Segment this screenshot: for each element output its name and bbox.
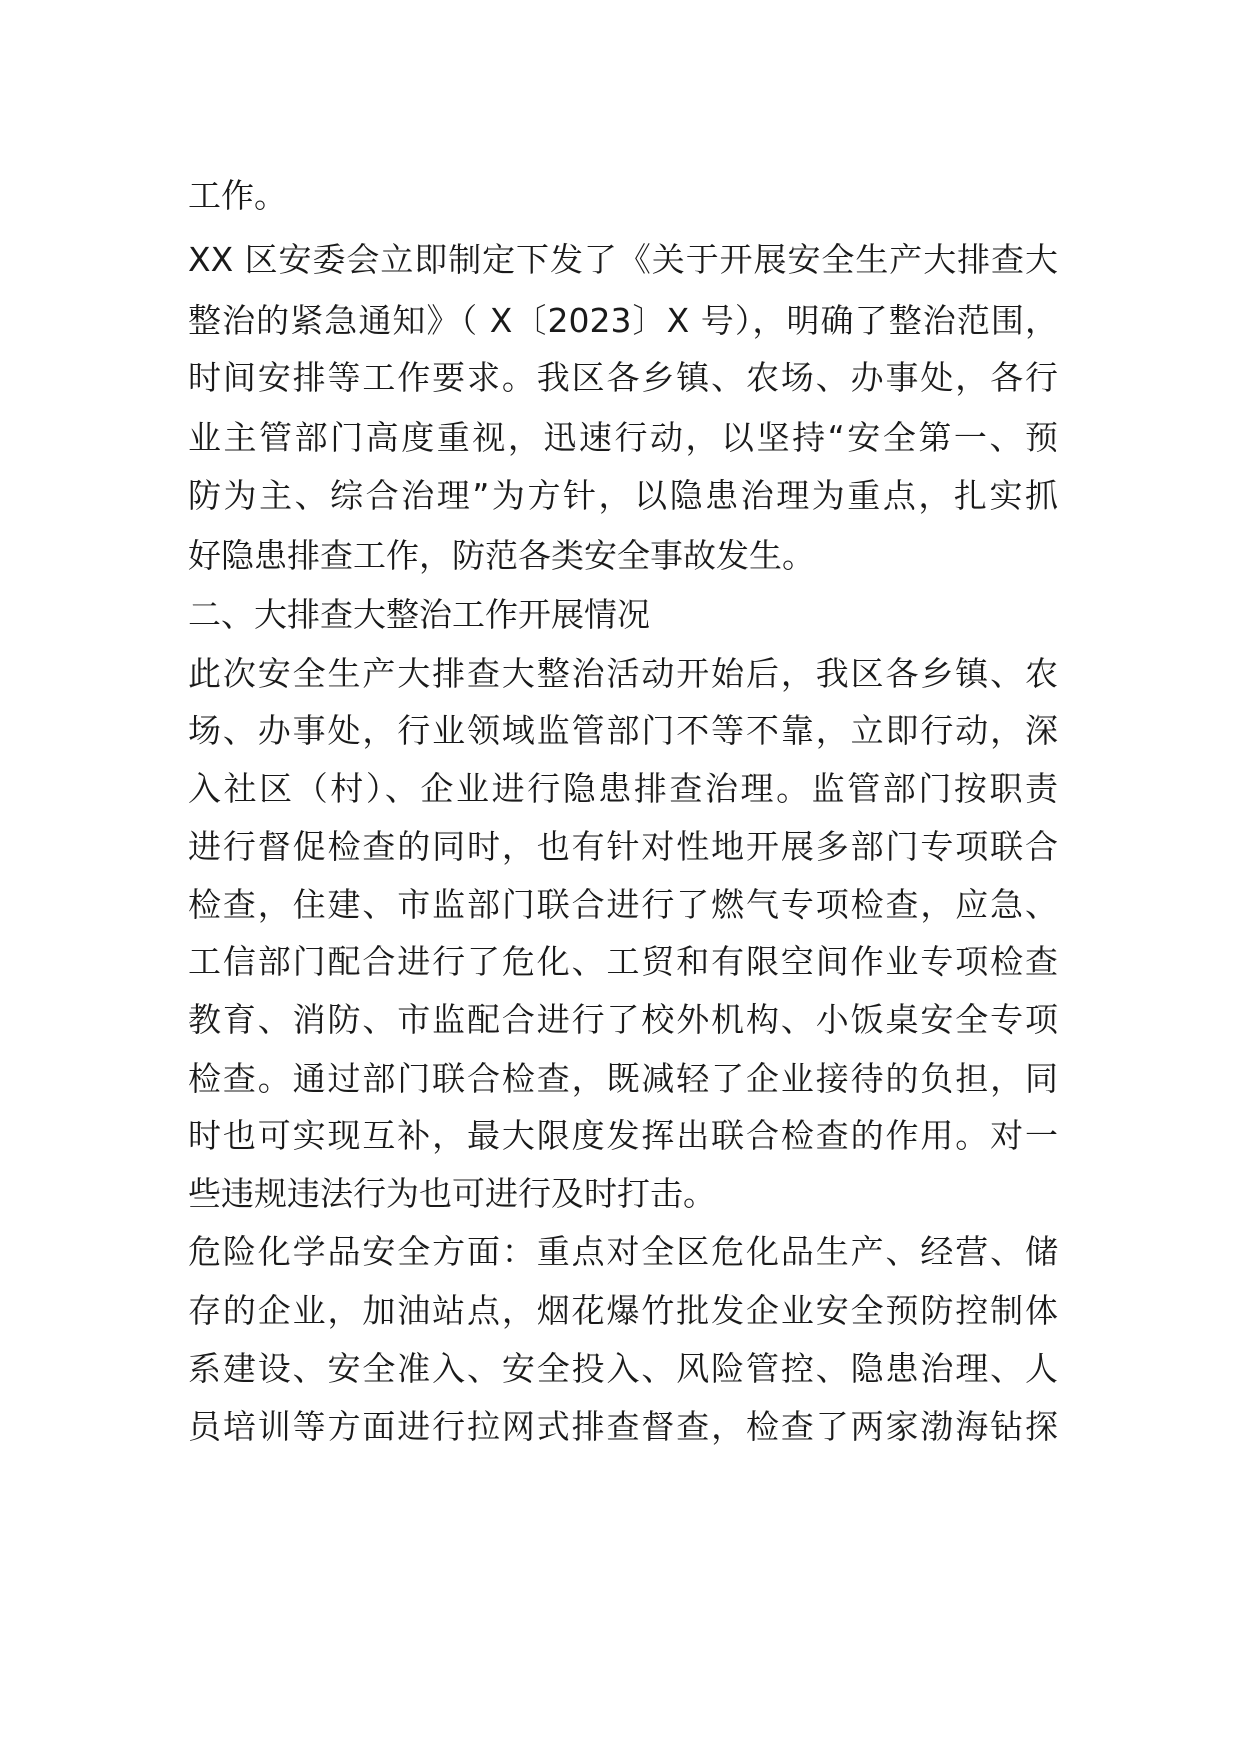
text-line-18: 些违规违法行为也可进行及时打击。 [188, 1174, 716, 1213]
text-line-16: 检查。通过部门联合检查，既减轻了企业接待的负担，同 [188, 1059, 1058, 1098]
text-line-21: 系建设、安全准入、安全投入、风险管控、隐患治理、人 [188, 1349, 1058, 1388]
text-line-4: 时间安排等工作要求。我区各乡镇、农场、办事处，各行 [188, 358, 1058, 397]
text-line-22: 员培训等方面进行拉网式排查督查，检查了两家渤海钻探 [188, 1407, 1058, 1446]
text-line-6: 防为主、综合治理”为方针，以隐患治理为重点，扎实抓 [188, 476, 1058, 515]
text-line-2: XX 区安委会立即制定下发了《关于开展安全生产大排查大 [188, 240, 1058, 279]
text-line-1: 工作。 [188, 176, 287, 215]
text-line-20: 存的企业，加油站点，烟花爆竹批发企业安全预防控制体 [188, 1291, 1058, 1330]
text-line-15: 教育、消防、市监配合进行了校外机构、小饭桌安全专项 [188, 1000, 1058, 1039]
text-line-7: 好隐患排查工作，防范各类安全事故发生。 [188, 536, 815, 575]
text-line-12: 进行督促检查的同时，也有针对性地开展多部门专项联合 [188, 827, 1058, 866]
text-line-19: 危险化学品安全方面：重点对全区危化品生产、经营、储 [188, 1232, 1058, 1271]
text-line-17: 时也可实现互补，最大限度发挥出联合检查的作用。对一 [188, 1116, 1058, 1155]
text-line-14: 工信部门配合进行了危化、工贸和有限空间作业专项检查 [188, 942, 1058, 981]
text-line-3: 整治的紧急通知》（ X〔2023〕X 号），明确了整治范围， [188, 301, 1058, 340]
section-heading: 二、大排查大整治工作开展情况 [188, 595, 650, 634]
text-line-13: 检查，住建、市监部门联合进行了燃气专项检查，应急、 [188, 885, 1058, 924]
text-line-11: 入社区（村）、企业进行隐患排查治理。监管部门按职责 [188, 769, 1058, 808]
text-line-9: 此次安全生产大排查大整治活动开始后，我区各乡镇、农 [188, 654, 1058, 693]
text-line-5: 业主管部门高度重视，迅速行动，以坚持“安全第一、预 [188, 418, 1058, 457]
text-line-10: 场、办事处，行业领域监管部门不等不靠，立即行动，深 [188, 711, 1058, 750]
